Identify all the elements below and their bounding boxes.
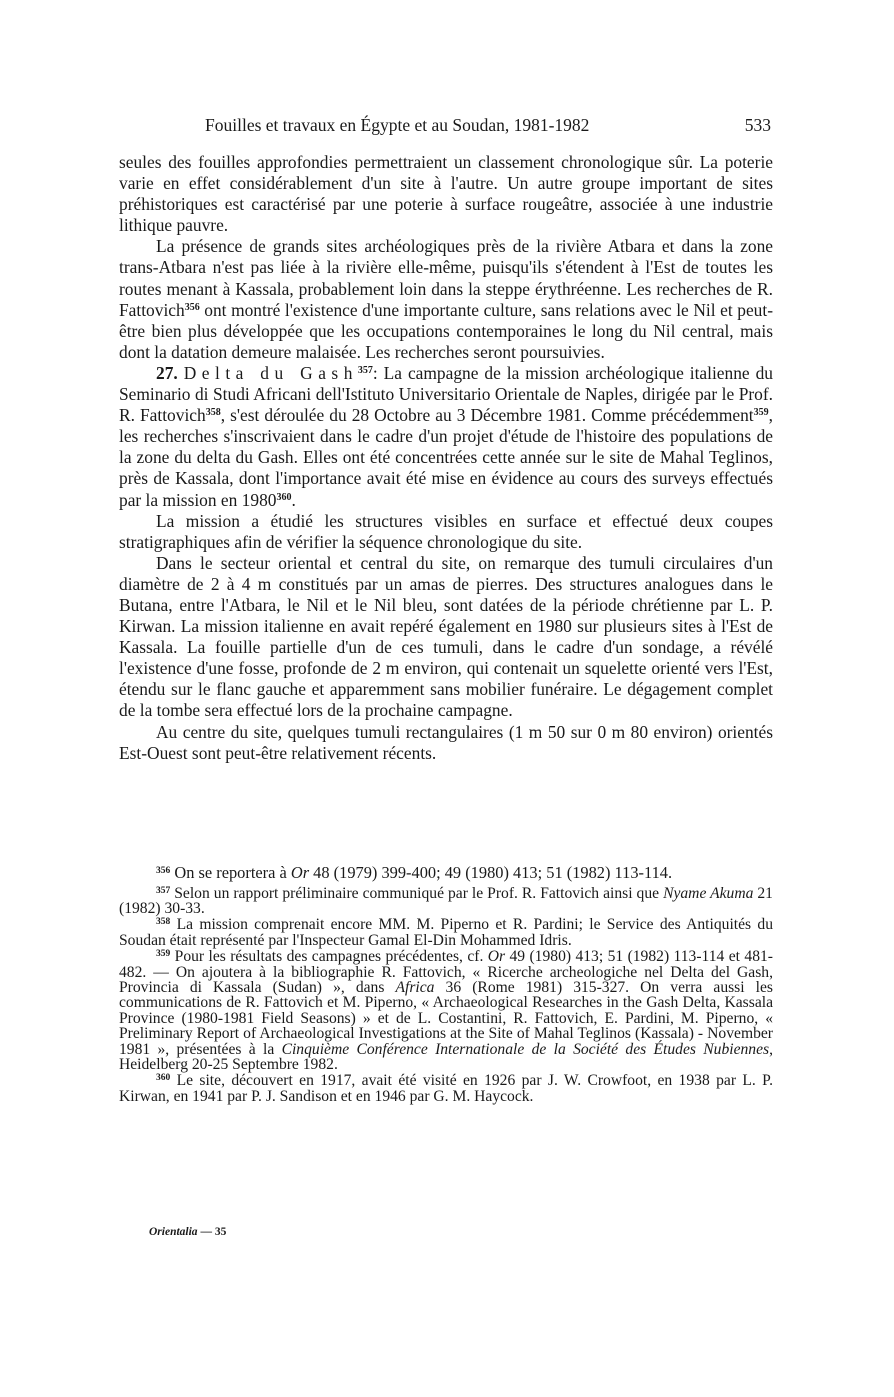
journal-title: Nyame Akuma [663,884,754,902]
footnote-number: 359 [156,949,171,960]
section-27 [119,363,773,511]
paragraph [119,236,773,363]
footnote-358 [119,917,773,948]
paragraph-text: Dans le secteur oriental et central du site, on remarque des tumuli circulaires d'un diamètre de 2 à 4 m constitués par un amas de pierres. Des structures analogues dans le Butana, entre l'Atbara, le Nil et le Nil bleu, sont datées de la période chrétienne par L. P. Kirwan. La mission italienne en avait repéré également en 1980 sur plusieurs sites à l'Est de Kassala. La fouille partielle d'un de ces tumuli, dans le cadre d'un sondage, a révélé l'existence d'une fosse, profonde de 2 m environ, qui contenait un squelette orienté vers l'Est, étendu sur le flanc gauche et apparemment sans mobilier funéraire. Le dégagement complet de la tombe sera effectué lors de la prochaine campagne. [119,552,773,721]
printer-signature [149,1226,226,1238]
footnote-number: 358 [156,917,171,928]
footer-separator: — [197,1226,215,1238]
paragraph-text: Au centre du site, quelques tumuli rectangulaires (1 m 50 sur 0 m 80 environ) orientés Est-Ouest sont peut-être relativement récents. [119,721,773,763]
paragraph [119,722,773,764]
footer-signature-number: 35 [214,1226,227,1238]
footnote-number: 357 [156,885,171,896]
footnote-text: 21 (1982) 30-33. [119,884,773,917]
paragraph [119,511,773,553]
footnote-reference[interactable]: 356 [184,301,200,313]
footnote-text: Le site, découvert en 1917, avait été visité en 1926 par J. W. Crowfoot, en 1938 par L. P. Kirwan, en 1941 par P. J. Sandison et en 1946 par G. M. Haycock. [119,1072,773,1105]
paragraph-text: : La campagne de la mission archéologique italienne du Seminario di Studi Africani dell'Istituto Universitario Orientale de Naples, dirigée par le Prof. R. Fattovich [119,362,773,426]
footnote-number: 356 [156,866,171,876]
footnote-reference[interactable]: 359 [753,407,769,419]
paragraph-text: seules des fouilles approfondies permettraient un classement chronologique sûr. La poterie varie en effet considérablement d'un site à l'autre. Un autre groupe important de sites préhistoriques est caractérisé par une poterie à surface rougeâtre, associée à une industrie lithique pauvre. [119,152,773,236]
footnote-357 [119,886,773,917]
running-header [205,115,771,137]
footnote-reference[interactable]: 360 [276,491,292,503]
paragraph-text: La mission a étudié les structures visibles en surface et effectué deux coupes stratigraphiques afin de vérifier la séquence chronologique du site. [119,510,773,552]
paragraph [119,553,773,722]
paragraph-text: , les recherches s'inscrivaient dans le cadre d'un projet d'étude de l'histoire des populations de la zone du delta du Gash. Elles ont été concentrées cette année sur le site de Mahal Teglinos, près de Kassala, dont l'importance avait été mise en évidence au cours des surveys effectués par la mission en 1980 [119,405,773,510]
journal-title: Or [290,863,310,882]
conference-title: Cinquième Conférence Internationale de la Société des Études Nubiennes [281,1040,770,1058]
footnote-text: Pour les résultats des campagnes précédentes, cf. [174,948,488,966]
footnote-359 [119,949,773,1072]
journal-title: Africa [395,978,435,996]
footnote-text: 49 (1980) 413; 51 (1982) 113-114 et 481-482. — On ajoutera à la bibliographie R. Fattovich, « Ricerche archeologiche nel Delta del Gash, Provincia di Kassala (Sudan) », dans [119,948,773,996]
footnote-text: 48 (1979) 399-400; 49 (1980) 413; 51 (1982) 113-114. [309,863,673,882]
footnote-number: 360 [156,1073,171,1084]
page-number: 533 [744,115,771,135]
section-number: 27. [156,362,178,383]
running-title: Fouilles et travaux en Égypte et au Soudan, 1981-1982 [205,115,590,135]
footnote-text: , Heidelberg 20-25 Septembre 1982. [119,1040,773,1073]
paragraph-text: La présence de grands sites archéologiques près de la rivière Atbara et dans la zone trans-Atbara n'est pas liée à la rivière elle-même, puisqu'ils s'étendent à l'Est de toutes les routes menant à Kassala, probablement loin dans la steppe érythréenne. Les recherches de R. Fattovich [119,236,773,320]
footnote-text: 36 (Rome 1981) 315-327. On verra aussi les communications de R. Fattovich et M. Piperno, « Archaeological Researches in the Gash Delta, Kassala Province (1980-1981 Field Seasons) » et de L. Costantini, R. Fattovich, E. Pardini, M. Piperno, « Preliminary Report of Archaeological Investigations at the Site of Mahal Teglinos (Kassala) - November 1981 », présentées à la [119,978,773,1058]
footnotes [119,864,773,1105]
footnote-text: On se reportera à [174,863,291,882]
footnote-360 [119,1073,773,1104]
paragraph [119,152,773,236]
footnote-reference[interactable]: 358 [205,407,221,419]
section-title: Delta du Gash [183,362,358,383]
journal-title: Or [487,948,506,966]
main-text [119,152,773,764]
footnote-356 [119,864,773,882]
footer-journal: Orientalia [149,1226,198,1238]
footnote-reference[interactable]: 357 [357,364,373,376]
footnote-text: La mission comprenait encore MM. M. Piperno et R. Pardini; le Service des Antiquités du Soudan était représenté par l'Inspecteur Gamal El-Din Mohammed Idris. [119,916,774,949]
paragraph-text: ont montré l'existence d'une importante culture, sans relations avec le Nil et peut-être bien plus développée que les occupations contemporaines le long du Nil central, mais dont la datation demeure malaisée. Les recherches seront poursuivies. [119,299,773,362]
paragraph-text: . [291,489,296,510]
footnote-text: Selon un rapport préliminaire communiqué par le Prof. R. Fattovich ainsi que [174,884,664,902]
paragraph-text: , s'est déroulée du 28 Octobre au 3 Décembre 1981. Comme précédemment [220,405,754,426]
